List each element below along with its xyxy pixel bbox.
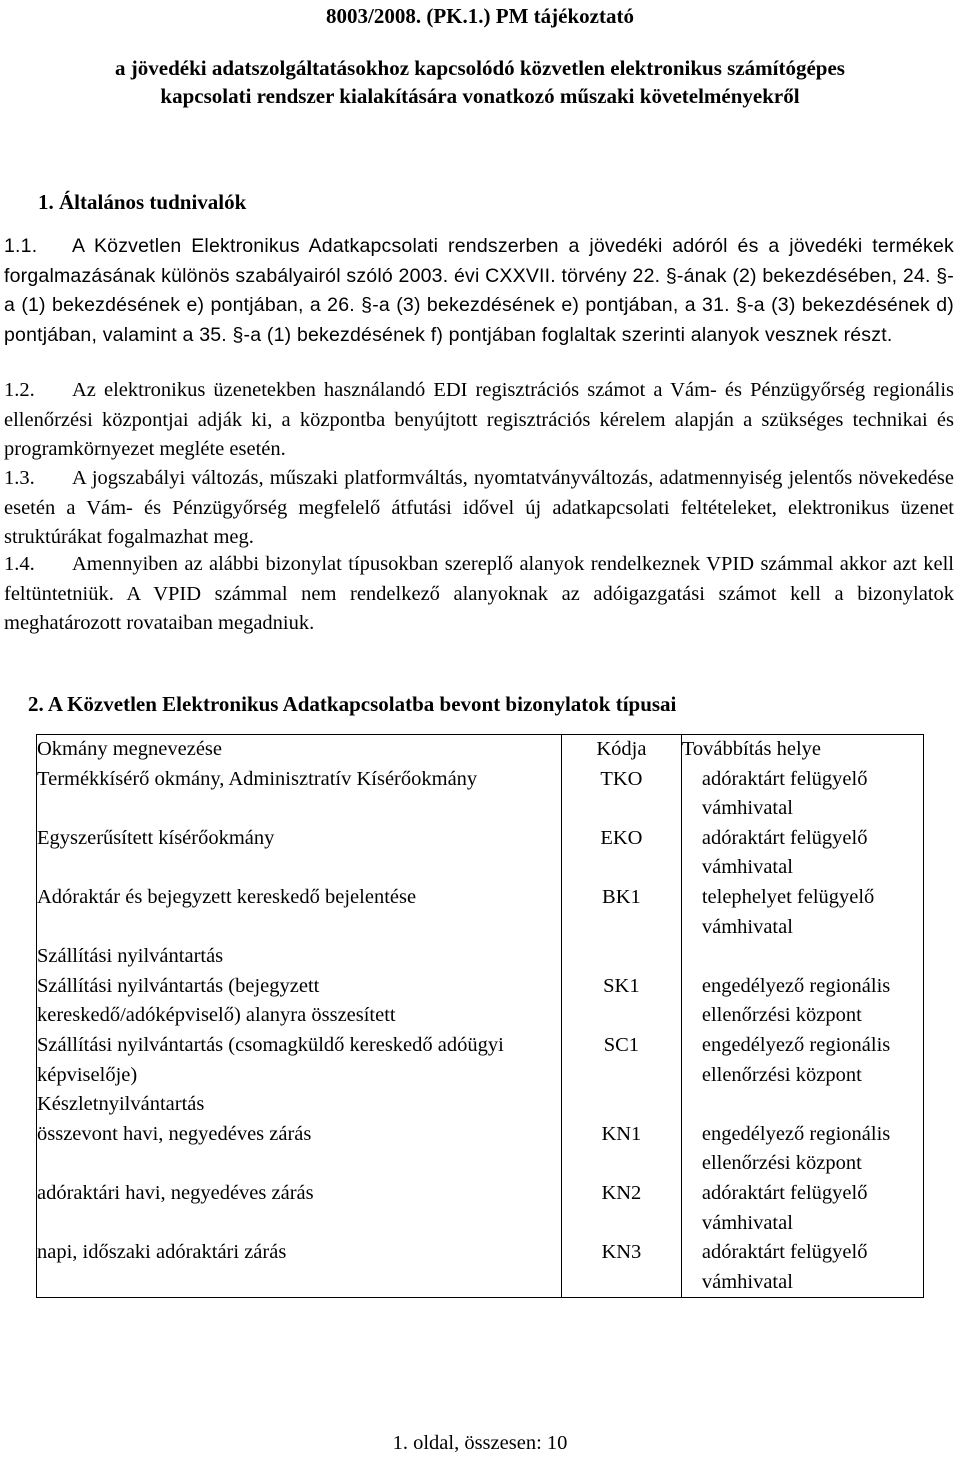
destination	[681, 1090, 923, 1120]
table-row	[37, 1238, 924, 1298]
paragraph-1-3	[4, 464, 954, 553]
destination	[681, 765, 923, 824]
section-2-heading: 2. A Közvetlen Elektronikus Adatkapcsolatba bevont bizonylatok típusai	[28, 692, 677, 716]
destination-line-1: adóraktárt felügyelő	[701, 1181, 868, 1204]
destination-line-2: ellenőrzési központ	[701, 1152, 862, 1175]
document-name: Adóraktár és bejegyzett kereskedő bejelentése	[37, 883, 562, 942]
column-header-destination: Továbbítás helye	[681, 735, 923, 765]
paragraph-text: A Közvetlen Elektronikus Adatkapcsolati rendszerben a jövedéki adóról és a jövedéki termékek forgalmazásának különös szabályairól szóló 2003. évi CXXVII. törvény 22. §-ának (2) bekezdésében, 24. §-a (1) bekezdésének e) pontjában, a 26. §-a (3) bekezdésének e) pontjában, a 31. §-a (3) bekezdésének d) pontjában, valamint a 35. §-a (1) bekezdésének f) pontjában foglaltak szerinti alanyok vesznek részt.	[4, 235, 954, 346]
document-code: BK1	[561, 883, 681, 942]
document-code: EKO	[561, 824, 681, 883]
destination	[681, 1031, 923, 1090]
destination-line-1: adóraktárt felügyelő	[701, 826, 868, 849]
title-line-1: a jövedéki adatszolgáltatásokhoz kapcsolódó közvetlen elektronikus számítógépes	[115, 56, 845, 80]
document-name: Termékkísérő okmány, Adminisztratív Kísérőokmány	[37, 765, 562, 824]
table-row	[37, 942, 924, 972]
document-name: Szállítási nyilvántartás (csomagküldő kereskedő adóügyi képviselője)	[37, 1031, 562, 1090]
section-1-heading: 1. Általános tudnivalók	[38, 190, 247, 214]
paragraph-number: 1.3.	[4, 467, 35, 489]
destination	[681, 942, 923, 972]
table-header-row	[37, 735, 924, 765]
destination-line-2: ellenőrzési központ	[701, 1063, 862, 1086]
destination	[681, 824, 923, 883]
paragraph-number: 1.1.	[4, 235, 38, 257]
document-types-table	[36, 734, 924, 1298]
document-code: KN1	[561, 1120, 681, 1179]
table-row	[37, 972, 924, 1031]
paragraph-1-2	[4, 376, 954, 465]
document-name: Szállítási nyilvántartás (bejegyzett kereskedő/adóképviselő) alanyra összesített	[37, 972, 562, 1031]
page-footer: 1. oldal, összesen: 10	[392, 1432, 568, 1454]
table-row	[37, 824, 924, 883]
destination-line-2: ellenőrzési központ	[701, 1004, 862, 1027]
column-header-code: Kódja	[561, 735, 681, 765]
document-code: SC1	[561, 1031, 681, 1090]
paragraph-1-4	[4, 550, 954, 639]
destination-line-1: adóraktárt felügyelő	[701, 1241, 868, 1264]
table-row	[37, 1179, 924, 1238]
document-group-name: Szállítási nyilvántartás	[37, 942, 562, 972]
destination-line-1: engedélyező regionális	[701, 974, 891, 997]
destination-line-2: vámhivatal	[701, 856, 793, 879]
paragraph-text: A jogszabályi változás, műszaki platformváltás, nyomtatványváltozás, adatmennyiség jelentős növekedése esetén a Vám- és Pénzügyőrség megfelelő átfutási idővel új adatkapcsolati feltételeket, elektronikus üzenet struktúrákat fogalmazhat meg.	[4, 467, 954, 549]
destination-line-1: engedélyező regionális	[701, 1122, 891, 1145]
destination	[681, 1238, 923, 1298]
document-name: adóraktári havi, negyedéves zárás	[37, 1179, 562, 1238]
destination-line-1: adóraktárt felügyelő	[701, 767, 868, 790]
destination-line-2: vámhivatal	[701, 1211, 793, 1234]
paragraph-number: 1.2.	[4, 379, 35, 401]
document-code	[561, 942, 681, 972]
table-row	[37, 1031, 924, 1090]
destination-line-2: vámhivatal	[701, 797, 793, 820]
document-code: SK1	[561, 972, 681, 1031]
destination-line-1: telephelyet felügyelő	[701, 885, 875, 908]
document-name: Egyszerűsített kísérőokmány	[37, 824, 562, 883]
destination	[681, 972, 923, 1031]
table-row	[37, 883, 924, 942]
document-name: napi, időszaki adóraktári zárás	[37, 1238, 562, 1298]
title-line-2: kapcsolati rendszer kialakítására vonatkozó műszaki követelményekről	[160, 84, 800, 108]
table-row	[37, 765, 924, 824]
paragraph-1-1	[4, 232, 954, 350]
document-code: TKO	[561, 765, 681, 824]
paragraph-number: 1.4.	[4, 553, 35, 575]
destination-line-2: vámhivatal	[701, 1270, 793, 1293]
column-header-name: Okmány megnevezése	[37, 735, 562, 765]
table-row	[37, 1090, 924, 1120]
paragraph-text: Amennyiben az alábbi bizonylat típusokban szereplő alanyok rendelkeznek VPID számmal akkor azt kell feltüntetniük. A VPID számmal nem rendelkező alanyoknak az adóigazgatási számot kell a bizonylatok meghatározott rovataiban megadniuk.	[4, 553, 954, 635]
document-number: 8003/2008. (PK.1.) PM tájékoztató	[326, 4, 634, 28]
destination-line-1: engedélyező regionális	[701, 1033, 891, 1056]
table-row	[37, 1120, 924, 1179]
document-name: összevont havi, negyedéves zárás	[37, 1120, 562, 1179]
destination	[681, 883, 923, 942]
document-code: KN2	[561, 1179, 681, 1238]
document-code	[561, 1090, 681, 1120]
destination-line-2: vámhivatal	[701, 915, 793, 938]
document-group-name: Készletnyilvántartás	[37, 1090, 562, 1120]
destination	[681, 1120, 923, 1179]
destination	[681, 1179, 923, 1238]
document-code: KN3	[561, 1238, 681, 1298]
paragraph-text: Az elektronikus üzenetekben használandó EDI regisztrációs számot a Vám- és Pénzügyőrség regionális ellenőrzési központjai adják ki, a központba benyújtott regisztrációs kérelem alapján a szükséges technikai és programkörnyezet megléte esetén.	[4, 379, 954, 461]
